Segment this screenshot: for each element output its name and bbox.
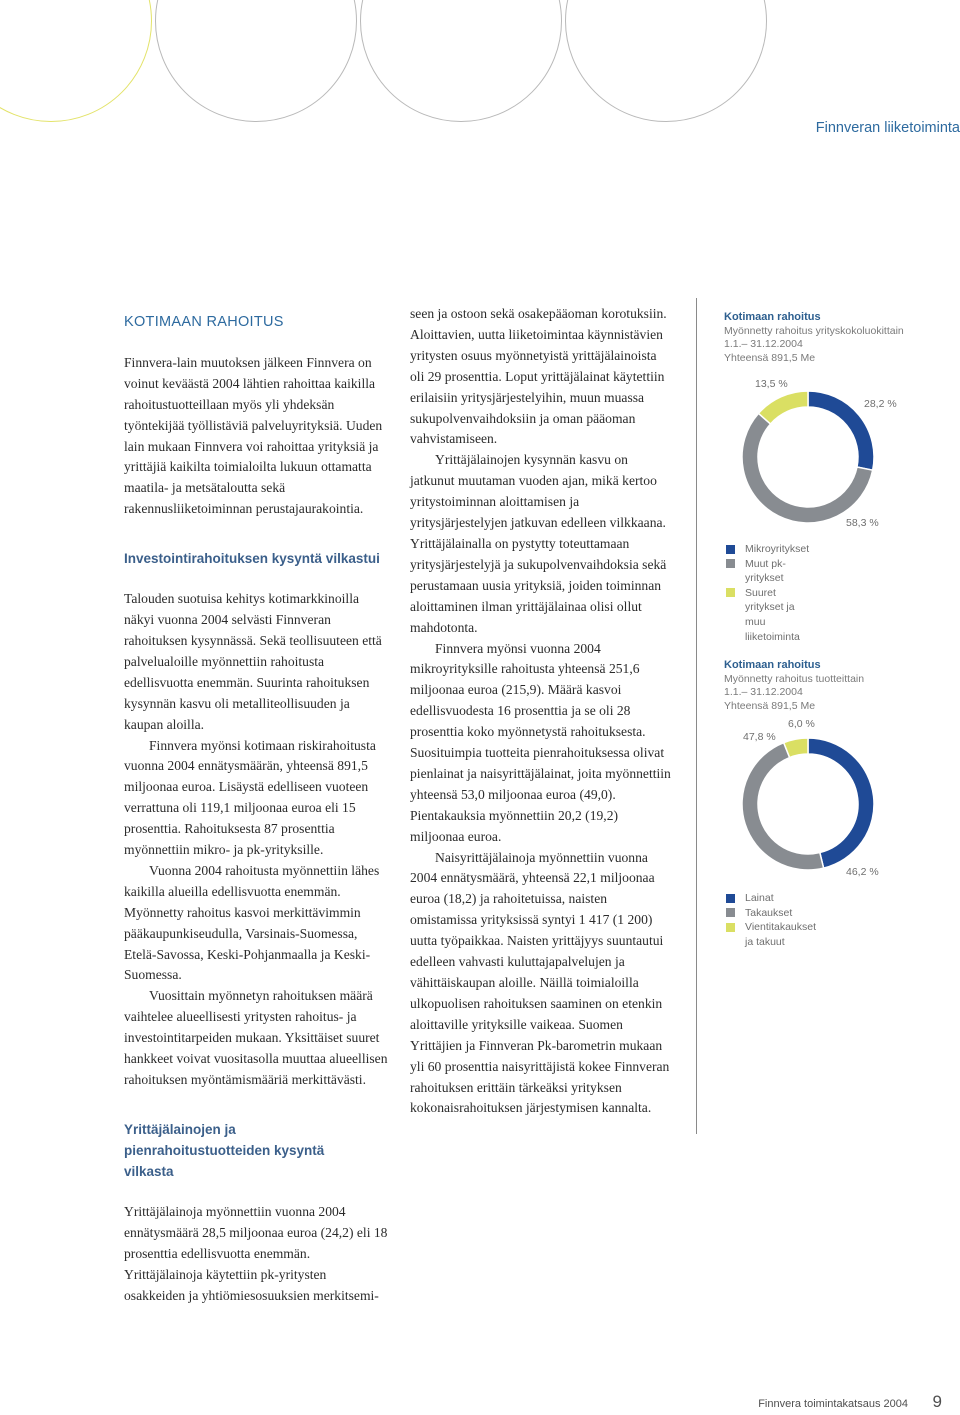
decor-circle-yellow <box>0 0 152 122</box>
chart-2-label-small: 6,0 % <box>788 718 815 730</box>
chart-2-subtitle: Myönnetty rahoitus tuotteittain <box>724 672 865 685</box>
heading-entrepreneur-loans: Yrittäjälainojen ja pienrahoitustuotteiden kysyntä vilkasta <box>124 1121 325 1179</box>
chart-1-label-small: 13,5 % <box>755 378 788 390</box>
legend-swatch-navy <box>726 545 735 554</box>
legend-label: Vientitakaukset ja takuut <box>745 921 817 948</box>
paragraph: Yrittäjälainojen kysynnän kasvu on jatkunut muutaman vuoden ajan, mikä kertoo yritystoiminnan aloittamisen ja yritysjärjestelyjen jatkuvan edelleen vilkkaana. Yrittäjälainalla on pystytty toteuttamaan yritysjärjestelyjä ja sukupolvenvaihdoksia sekä perustamaan uusia yrityksiä, joiden toiminnan aloittaminen ilman yrittäjälainaa olisi ollut mahdotonta. <box>410 452 667 635</box>
legend-item-cont <box>726 615 809 644</box>
donut-slice-lainat <box>808 738 874 868</box>
chart-1-subtitle: Myönnetty rahoitus yrityskokoluokittain <box>724 324 904 337</box>
paragraph: Finnvera myönsi vuonna 2004 mikroyrityksille rahoitusta yhteensä 251,6 miljoonaa euroa (215,9). Määrä kasvoi edellisvuodesta 16 prosenttia ja se oli 28 prosenttia koko myönnetystä rahoituksesta. Suosituimpia tuotteita pienrahoituksessa olivat pienlainat ja naisyrittäjälainat, joita myönnettiin yhteensä 53,0 miljoonaa euroa (49,0). Pientakauksia myönnettiin 20,2 (19,2) miljoonaa euroa. <box>410 640 671 844</box>
legend-swatch-navy <box>726 894 735 903</box>
legend-swatch-gray <box>726 908 735 917</box>
legend-item <box>726 891 816 906</box>
footer-text: Finnvera toimintakatsaus 2004 <box>758 1398 908 1410</box>
paragraph: Finnvera myönsi kotimaan riskirahoitusta vuonna 2004 ennätysmäärän, yhteensä 891,5 miljoonaa euroa. Lisäystä edelliseen vuoteen verrattuna oli 119,1 miljoonaa euroa eli 15 prosenttia. Rahoituksesta 87 prosenttia myönnettiin mikro- ja pk-yrityksille. <box>124 737 376 858</box>
chart-1-label-micro: 28,2 % <box>864 398 897 410</box>
legend-label: Takaukset <box>745 906 793 919</box>
legend-label: muu liiketoiminta <box>745 615 800 643</box>
chart-2-total: Yhteensä 891,5 Me <box>724 699 816 712</box>
chart-2-label-guarantees: 47,8 % <box>743 731 776 743</box>
middle-column <box>410 304 674 1119</box>
chart-1-period: 1.1.– 31.12.2004 <box>724 338 803 351</box>
paragraph: Talouden suotuisa kehitys kotimarkkinoilla näkyi vuonna 2004 selvästi Finnveran rahoituksen kysynnässä. Sekä teollisuuteen että palvelualoille myönnettiin rahoitusta edellisvuotta enemmän. Suurinta rahoituksen kysynnän kasvu oli metalliteollisuuden ja kaupan aloilla. <box>124 591 382 732</box>
legend-item <box>726 920 816 949</box>
decor-circle-gray-3 <box>565 0 767 122</box>
page-number: 9 <box>932 1392 942 1411</box>
decor-circle-gray-1 <box>155 0 357 122</box>
chart-2-legend <box>726 891 816 949</box>
legend-swatch-yellow <box>726 588 735 597</box>
column-divider <box>696 298 697 1134</box>
legend-swatch-gray <box>726 559 735 568</box>
legend-label: Muut pk-yritykset <box>745 557 786 585</box>
section-header: Finnveran liiketoiminta <box>815 120 960 136</box>
section-title: KOTIMAAN RAHOITUS <box>124 314 284 330</box>
chart-2-title: Kotimaan rahoitus <box>724 659 821 671</box>
decor-circle-gray-2 <box>360 0 562 122</box>
legend-item <box>726 906 816 921</box>
chart-1-label-other-sme: 58,3 % <box>846 517 879 529</box>
intro-paragraph: Finnvera-lain muutoksen jälkeen Finnvera on voinut keväästä 2004 lähtien rahoittaa kaikilla rahoitustuotteillaan myös yli yhdeksän työntekijää työllistäviä palveluyrityksiä. Uuden lain mukaan Finnvera voi rahoittaa yrityksiä ja yrittäjiä kaikilta toimialoilta lukuun ottamatta maatila- ja metsätaloutta sekä rakennusliiketoiminnan perustajaurakointia. <box>124 354 383 517</box>
legend-label: Suuret yritykset ja <box>745 586 795 614</box>
donut-slice-takaukset <box>742 743 824 870</box>
chart-1-title: Kotimaan rahoitus <box>724 311 821 323</box>
paragraph: Vuosittain myönnetyn rahoituksen määrä vaihtelee alueellisesti yritysten rahoitus- ja investointitarpeiden mukaan. Yksittäiset suuret hankkeet voivat vuositasolla muuttaa alueellisen rahoituksen myöntämismääriä merkittävästi. <box>124 988 388 1087</box>
heading-investment: Investointirahoituksen kysyntä vilkastui <box>124 551 380 567</box>
left-column <box>124 312 390 1306</box>
legend-swatch-yellow <box>726 923 735 932</box>
paragraph: seen ja ostoon sekä osakepääoman korotuksiin. Aloittavien, uutta liiketoimintaa käynnistävien yritysten osuus myönnetyistä yrittäjälainoista oli 29 prosenttia. Loput yrittäjälainat käytettiin erilaisiin yritysjärjestelyihin, muun muassa sukupolvenvaihdoksiin ja oman pääoman vahvistamiseen. <box>410 306 667 447</box>
chart-2-donut <box>738 734 878 874</box>
chart-2-label-loans: 46,2 % <box>846 866 879 878</box>
paragraph: Naisyrittäjälainoja myönnettiin vuonna 2004 ennätysmäärä, yhteensä 22,1 miljoonaa euroa (18,2) ja rahoitetuissa, naisten omistamissa yrityksissä syntyi 1 417 (1 200) uutta työpaikkaa. Naisten yrittäjyys suuntautui edelleen vahvasti kuluttajapalvelujen ja vähittäiskaupan aloille. Näillä toimialoilla ulkopuolisen rahoituksen saaminen on etenkin aloittaville yrityksille vaikeaa. Suomen Yrittäjien ja Finnveran Pk-barometrin mukaan yli 60 prosenttia naisyrittäjistä kokee Finnveran rahoituksen erittäin tärkeäksi yrityksen kokonaisrahoituksen järjestymisen kannalta. <box>410 849 670 1116</box>
legend-label: Mikroyritykset <box>745 543 810 555</box>
legend-label: Lainat <box>745 892 774 904</box>
chart-2-period: 1.1.– 31.12.2004 <box>724 686 803 699</box>
legend-item <box>726 557 809 586</box>
chart-1-legend <box>726 542 809 644</box>
donut-slice-suuret-yritykset-ja-muu-liiketoiminta <box>758 391 808 424</box>
paragraph: Vuonna 2004 rahoitusta myönnettiin lähes kaikilla alueilla edellisvuotta enemmän. Myönnetty rahoitus kasvoi merkittävimmin pääkaupunkiseudulla, Varsinais-Suomessa, Etelä-Savossa, Keski-Pohjanmaalla ja Keski-Suomessa. <box>124 862 380 983</box>
legend-item <box>726 586 809 615</box>
chart-1-donut <box>738 387 878 527</box>
chart-1-total: Yhteensä 891,5 Me <box>724 351 816 364</box>
legend-item <box>726 542 809 557</box>
paragraph: Yrittäjälainoja myönnettiin vuonna 2004 ennätysmäärä 28,5 miljoonaa euroa (24,2) eli 18 prosenttia edellisvuotta enemmän. Yrittäjälainoja käytettiin pk-yritysten osakkeiden ja yhtiömiesosuuksien merkitsemi- <box>124 1203 388 1303</box>
